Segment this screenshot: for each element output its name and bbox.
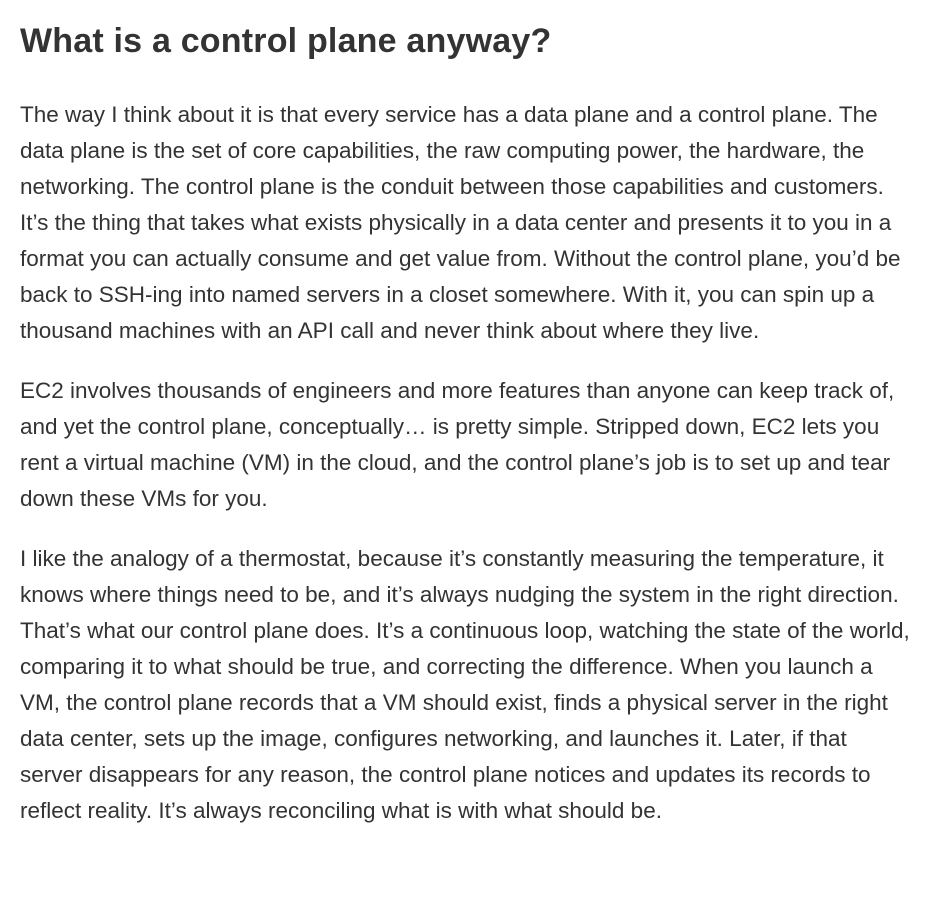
paragraph-thermostat-analogy: I like the analogy of a thermostat, because it’s constantly measuring the temperature, it knows where things need to be, and it’s always nudging the system in the right direction. That’s what our control plane does. It’s a continuous loop, watching the state of the world, comparing it to what should be true, and correcting the difference. When you launch a VM, the control plane records that a VM should exist, finds a physical server in the right data center, sets up the image, configures networking, and launches it. Later, if that server disappears for any reason, the control plane notices and updates its records to reflect reality. It’s always reconciling what is with what should be. [20,546,910,823]
paragraph-ec2-overview: EC2 involves thousands of engineers and more features than anyone can keep track of, and yet the control plane, conceptually… is pretty simple. Stripped down, EC2 lets you rent a virtual machine (VM) in the cloud, and the control plane’s job is to set up and tear down these VMs for you. [20,378,895,511]
section-heading: What is a control plane anyway? [20,22,552,60]
paragraph-data-plane-control-plane: The way I think about it is that every service has a data plane and a control plane. The data plane is the set of core capabilities, the raw computing power, the hardware, the networking. The control plane is the conduit between those capabilities and customers. It’s the thing that takes what exists physically in a data center and presents it to you in a format you can actually consume and get value from. Without the control plane, you’d be back to SSH-ing into named servers in a closet somewhere. With it, you can spin up a thousand machines with an API call and never think about where they live. [20,102,901,343]
